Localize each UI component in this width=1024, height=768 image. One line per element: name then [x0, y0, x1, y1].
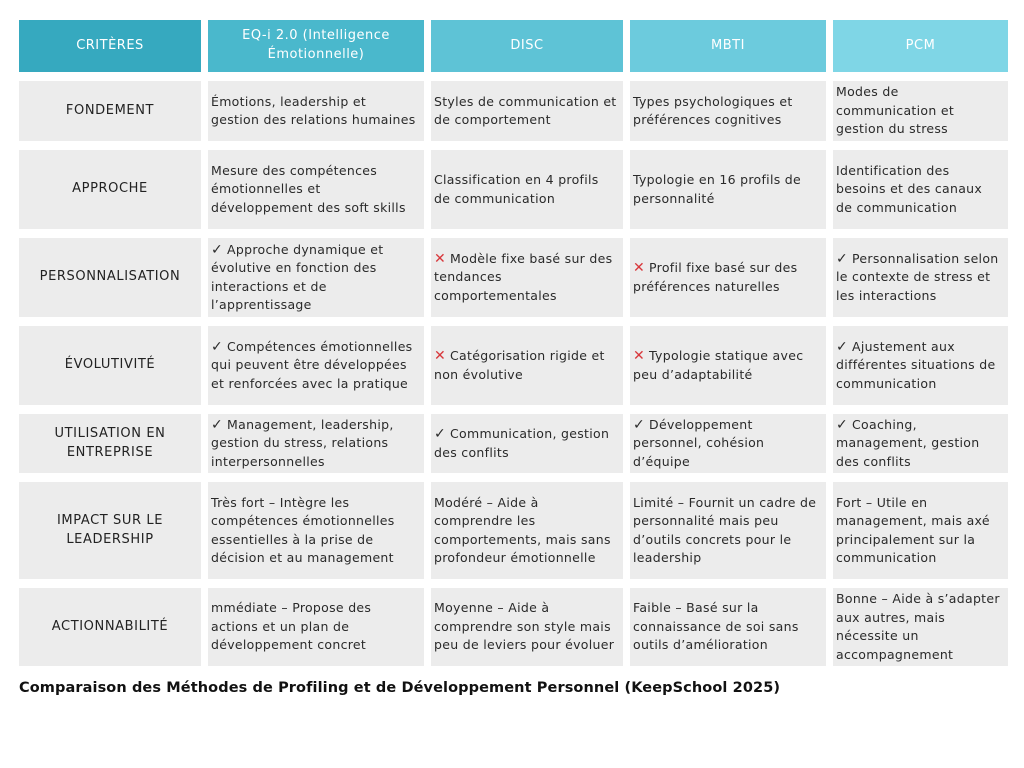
cell-text: Coaching, management, gestion des conflits [836, 416, 980, 469]
table-cell [833, 238, 1008, 317]
table-cell [208, 326, 424, 405]
table-cell [833, 482, 1008, 579]
cell-text: Faible – Basé sur la connaissance de soi sans outils d’amélioration [633, 600, 799, 653]
cell-text: Mesure des compétences émotionnelles et développement des soft skills [211, 162, 406, 215]
criterion-evolutivite: ÉVOLUTIVITÉ [19, 326, 201, 405]
table-cell [630, 588, 826, 666]
cell-text: Fort – Utile en management, mais axé principalement sur la communication [836, 494, 990, 565]
check-mark-icon: ✓ [211, 338, 224, 355]
table-cell [208, 414, 424, 473]
header-mbti: MBTI [630, 20, 826, 72]
table-cell [208, 482, 424, 579]
cross-mark-icon: ✕ [633, 260, 646, 276]
table-cell [208, 238, 424, 317]
cell-text: Modéré – Aide à comprendre les comportements, mais sans profondeur émotionnelle [434, 494, 611, 565]
cell-text: Catégorisation rigide et non évolutive [434, 348, 605, 382]
cell-text: Limité – Fournit un cadre de personnalité mais peu d’outils concrets pour le leadership [633, 494, 817, 565]
check-mark-icon: ✓ [836, 338, 849, 355]
table-cell [630, 150, 826, 229]
criterion-actionnabilite: ACTIONNABILITÉ [19, 588, 201, 666]
criterion-fondement: FONDEMENT [19, 81, 201, 141]
table-cell [431, 150, 623, 229]
table-cell [833, 81, 1008, 141]
criterion-impact: IMPACT SUR LE LEADERSHIP [19, 482, 201, 579]
cell-text: Développement personnel, cohésion d’équipe [633, 416, 765, 469]
cell-text: Moyenne – Aide à comprendre son style mais peu de leviers pour évoluer [434, 600, 615, 653]
table-cell [431, 482, 623, 579]
cell-text: Types psychologiques et préférences cognitives [633, 93, 793, 127]
cell-text: Personnalisation selon le contexte de stress et les interactions [836, 250, 999, 303]
check-mark-icon: ✓ [434, 426, 447, 442]
cross-mark-icon: ✕ [434, 250, 447, 267]
table-cell [431, 81, 623, 141]
table-cell [833, 414, 1008, 473]
cell-text: Approche dynamique et évolutive en fonction des interactions et de l’apprentissage [211, 241, 384, 312]
cell-text: Identification des besoins et des canaux de communication [836, 162, 983, 215]
check-mark-icon: ✓ [633, 416, 646, 433]
table-cell [630, 414, 826, 473]
cross-mark-icon: ✕ [434, 348, 447, 364]
criterion-personnalisation: PERSONNALISATION [19, 238, 201, 317]
table-cell [208, 150, 424, 229]
check-mark-icon: ✓ [211, 416, 224, 433]
header-disc: DISC [431, 20, 623, 72]
cross-mark-icon: ✕ [633, 348, 646, 364]
table-cell [431, 414, 623, 473]
table-cell [208, 81, 424, 141]
table-cell [833, 588, 1008, 666]
criterion-approche: APPROCHE [19, 150, 201, 229]
cell-text: Bonne – Aide à s’adapter aux autres, mais nécessite un accompagnement [836, 591, 1000, 662]
cell-text: Modèle fixe basé sur des tendances comportementales [434, 250, 613, 303]
table-cell [833, 326, 1008, 405]
table-cell [833, 150, 1008, 229]
table-cell [630, 238, 826, 317]
comparison-table [19, 20, 1008, 666]
table-cell [630, 326, 826, 405]
table-cell [630, 81, 826, 141]
check-mark-icon: ✓ [836, 250, 849, 267]
cell-text: Typologie statique avec peu d’adaptabilité [633, 348, 804, 382]
header-pcm: PCM [833, 20, 1008, 72]
cell-text: Ajustement aux différentes situations de communication [836, 338, 996, 391]
cell-text: Styles de communication et de comportement [434, 93, 617, 127]
table-cell [630, 482, 826, 579]
table-cell [431, 326, 623, 405]
cell-text: mmédiate – Propose des actions et un plan de développement concret [211, 600, 372, 653]
cell-text: Typologie en 16 profils de personnalité [633, 172, 802, 206]
cell-text: Émotions, leadership et gestion des relations humaines [211, 93, 416, 127]
check-mark-icon: ✓ [836, 416, 849, 433]
cell-text: Très fort – Intègre les compétences émotionnelles essentielles à la prise de décision et au management [211, 494, 395, 565]
header-criteres: CRITÈRES [19, 20, 201, 72]
cell-text: Management, leadership, gestion du stress, relations interpersonnelles [211, 416, 394, 469]
cell-text: Communication, gestion des conflits [434, 426, 610, 460]
table-cell [431, 588, 623, 666]
criterion-utilisation: UTILISATION EN ENTREPRISE [19, 414, 201, 473]
cell-text: Classification en 4 profils de communication [434, 172, 599, 206]
table-caption: Comparaison des Méthodes de Profiling et de Développement Personnel (KeepSchool 2025) [19, 680, 781, 696]
cell-text: Compétences émotionnelles qui peuvent être développées et renforcées avec la pratique [211, 338, 413, 391]
header-eqi: EQ-i 2.0 (Intelligence Émotionnelle) [208, 20, 424, 72]
cell-text: Modes de communication et gestion du stress [836, 84, 955, 137]
cell-text: Profil fixe basé sur des préférences naturelles [633, 260, 798, 294]
table-cell [431, 238, 623, 317]
table-cell [208, 588, 424, 666]
check-mark-icon: ✓ [211, 241, 224, 258]
